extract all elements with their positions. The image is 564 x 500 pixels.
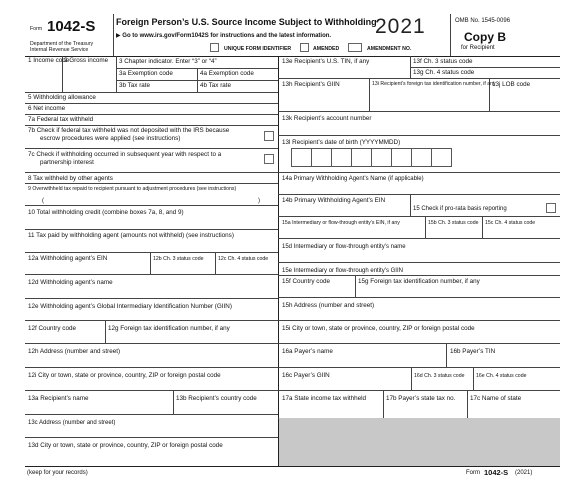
box-9-paren-close: ) — [258, 198, 260, 204]
box-12i-label: 12i City or town, state or province, country, ZIP or foreign postal code — [28, 372, 221, 379]
box-6-label: 6 Net income — [28, 105, 66, 112]
box-12d-label: 12d Withholding agent’s name — [28, 279, 113, 286]
box-13f-label: 13f Ch. 3 status code — [413, 58, 473, 65]
tax-year: 2021 — [375, 15, 426, 38]
box-7c-checkbox[interactable] — [264, 154, 274, 164]
box-12f-label: 12f Country code — [28, 325, 76, 332]
box-15f-label: 15f Country code — [282, 278, 330, 285]
unique-form-id-label: UNIQUE FORM IDENTIFIER — [224, 46, 292, 52]
box-15g-label: 15g Foreign tax identification number, if any — [358, 278, 480, 285]
box-5-label: 5 Withholding allowance — [28, 94, 96, 101]
box-7c-label-line2: partnership interest — [40, 159, 94, 166]
box-15a-label: 15a Intermediary or flow-through entity’s EIN, if any — [282, 220, 400, 226]
box-12c-label: 12c Ch. 4 status code — [218, 256, 269, 262]
box-2-label: 2 Gross income — [64, 57, 109, 64]
footer-form-number: 1042-S — [484, 468, 509, 477]
box-17c-label: 17c Name of state — [470, 395, 522, 402]
copy-title: Copy B — [464, 30, 506, 44]
dept-line-2: Internal Revenue Service — [30, 47, 89, 53]
box-17b-label: 17b Payer’s state tax no. — [386, 395, 456, 402]
amended-checkbox[interactable] — [300, 43, 309, 52]
box-7b-label-line1: 7b Check if federal tax withheld was not deposited with the IRS because — [28, 127, 230, 134]
box-13i-label: 13i Recipient’s foreign tax identification number, if any — [372, 81, 496, 87]
box-15-checkbox[interactable] — [546, 203, 556, 213]
box-17a-label: 17a State income tax withheld — [282, 395, 367, 402]
box-7b-label-line2: escrow procedures were applied (see instructions) — [40, 135, 181, 142]
dept-line-1: Department of the Treasury — [30, 41, 94, 47]
box-16d-label: 16d Ch. 3 status code — [414, 373, 465, 379]
box-7c-label-line1: 7c Check if withholding occurred in subsequent year with respect to a — [28, 151, 222, 158]
box-9-paren-open: ( — [42, 198, 44, 204]
form-label: Form — [30, 26, 43, 32]
dob-digit-box[interactable] — [411, 148, 432, 167]
box-11-label: 11 Tax paid by withholding agent (amounts not withheld) (see instructions) — [28, 232, 234, 239]
box-4b-label: 4b Tax rate — [200, 82, 232, 89]
dob-digit-box[interactable] — [371, 148, 392, 167]
instructions-link[interactable]: ▶ Go to www.irs.gov/Form1042S for instructions and the latest information. — [116, 33, 332, 39]
dob-digit-box[interactable] — [351, 148, 372, 167]
dob-digit-box[interactable] — [431, 148, 452, 167]
dob-digit-box[interactable] — [391, 148, 412, 167]
box-13a-label: 13a Recipient’s name — [28, 395, 89, 402]
box-15e-label: 15e Intermediary or flow-through entity’s GIIN — [282, 268, 403, 274]
footer-form-word: Form — [466, 470, 480, 476]
box-13l-label: 13l Recipient’s date of birth (YYYYMMDD) — [282, 139, 401, 146]
omb-number: OMB No. 1545-0096 — [455, 18, 511, 24]
shaded-area — [279, 418, 560, 466]
dob-digit-box[interactable] — [331, 148, 352, 167]
box-3b-label: 3b Tax rate — [119, 82, 151, 89]
box-15c-label: 15c Ch. 4 status code — [485, 220, 536, 226]
keep-for-records: (keep for your records) — [27, 470, 88, 476]
box-13k-label: 13k Recipient’s account number — [282, 115, 372, 122]
box-7b-checkbox[interactable] — [264, 131, 274, 141]
box-13b-label: 13b Recipient’s country code — [176, 395, 257, 402]
amendment-no-label: AMENDMENT NO. — [367, 46, 412, 52]
box-16a-label: 16a Payer’s name — [282, 348, 333, 355]
box-15b-label: 15b Ch. 3 status code — [428, 220, 479, 226]
box-4a-label: 4a Exemption code — [200, 70, 254, 77]
box-12h-label: 12h Address (number and street) — [28, 348, 121, 355]
box-8-label: 8 Tax withheld by other agents — [28, 175, 113, 182]
box-15h-label: 15h Address (number and street) — [282, 302, 375, 309]
amendment-no-box[interactable] — [348, 43, 362, 52]
box-13h-label: 13h Recipient’s GIIN — [282, 81, 340, 88]
form-number: 1042-S — [47, 18, 96, 35]
box-15d-label: 15d Intermediary or flow-through entity’s name — [282, 244, 406, 250]
box-13c-label: 13c Address (number and street) — [28, 420, 116, 426]
box-3a-label: 3a Exemption code — [119, 70, 173, 77]
box-12e-label: 12e Withholding agent’s Global Intermediary Identification Number (GIIN) — [28, 303, 232, 310]
copy-subtitle: for Recipient — [461, 45, 495, 51]
form-title: Foreign Person’s U.S. Source Income Subject to Withholding — [116, 17, 377, 27]
dob-digit-box[interactable] — [311, 148, 332, 167]
box-7a-label: 7a Federal tax withheld — [28, 116, 94, 123]
box-9-label: 9 Overwithheld tax repaid to recipient pursuant to adjustment procedures (see instructions) — [28, 186, 237, 192]
amended-label: AMENDED — [313, 46, 340, 52]
box-3-label: 3 Chapter indicator. Enter “3” or “4” — [119, 58, 217, 65]
box-16c-label: 16c Payer’s GIIN — [282, 372, 330, 379]
box-16b-label: 16b Payer’s TIN — [450, 348, 496, 355]
dob-digit-box[interactable] — [291, 148, 312, 167]
box-12g-label: 12g Foreign tax identification number, if any — [108, 325, 230, 332]
box-13g-label: 13g Ch. 4 status code — [413, 69, 475, 76]
box-15-label: 15 Check if pro-rata basis reporting — [413, 206, 507, 212]
box-12a-label: 12a Withholding agent’s EIN — [28, 255, 108, 262]
box-10-label: 10 Total withholding credit (combine boxes 7a, 8, and 9) — [28, 209, 184, 216]
box-13j-label: 13j LOB code — [492, 81, 531, 88]
box-16e-label: 16e Ch. 4 status code — [476, 373, 527, 379]
box-13d-label: 13d City or town, state or province, country, ZIP or foreign postal code — [28, 442, 223, 449]
box-12b-label: 12b Ch. 3 status code — [153, 256, 204, 262]
footer-form-year: (2021) — [515, 470, 533, 476]
box-1-label: 1 Income code — [28, 57, 70, 64]
box-14a-label: 14a Primary Withholding Agent’s Name (if applicable) — [282, 176, 424, 182]
box-14b-label: 14b Primary Withholding Agent’s EIN — [282, 197, 386, 204]
box-13e-label: 13e Recipient’s U.S. TIN, if any — [282, 58, 370, 65]
box-15i-label: 15i City or town, state or province, country, ZIP or foreign postal code — [282, 325, 475, 332]
unique-form-id-box[interactable] — [210, 43, 219, 52]
